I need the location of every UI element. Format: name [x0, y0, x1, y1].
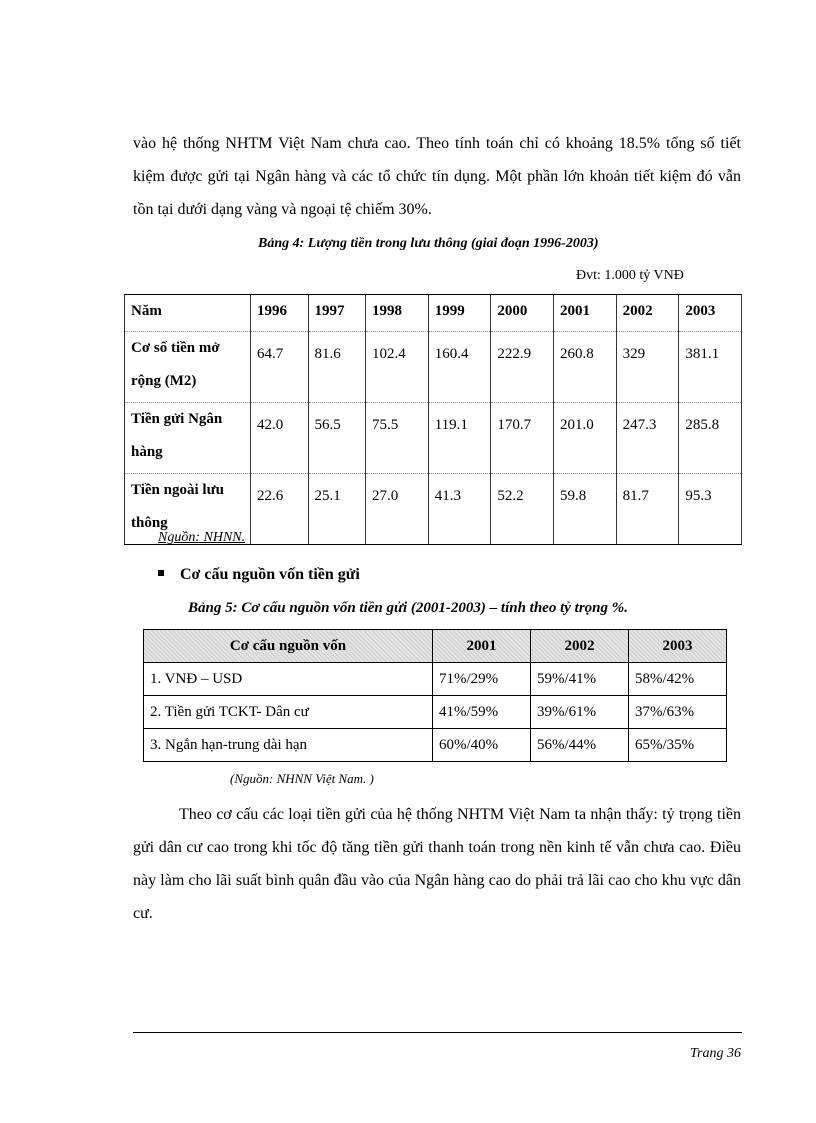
table5-source: (Nguồn: NHNN Việt Nam. ) — [230, 771, 374, 786]
table-header-row — [144, 630, 727, 663]
table-cell: 64.7 — [251, 332, 309, 403]
table-cell: 37%/63% — [629, 696, 727, 729]
header-cell: 2002 — [616, 295, 679, 332]
table-row — [125, 403, 742, 474]
table-cell: 222.9 — [491, 332, 554, 403]
table-cell: 56.5 — [308, 403, 366, 474]
table-cell: 95.3 — [679, 474, 742, 545]
source-text: Nguồn: NHNN — [158, 530, 242, 545]
table-cell: 59.8 — [554, 474, 617, 545]
header-cell: 1998 — [366, 295, 429, 332]
header-cell: 2000 — [491, 295, 554, 332]
table-header-row — [125, 295, 742, 332]
row-label: 1. VNĐ – USD — [144, 663, 433, 696]
table-cell: 42.0 — [251, 403, 309, 474]
deposit-structure-table — [143, 629, 727, 762]
table-cell: 58%/42% — [629, 663, 727, 696]
table-cell: 260.8 — [554, 332, 617, 403]
row-label: 2. Tiền gửi TCKT- Dân cư — [144, 696, 433, 729]
table-cell: 22.6 — [251, 474, 309, 545]
table-cell: 285.8 — [679, 403, 742, 474]
table5-caption: Bảng 5: Cơ cấu nguồn vốn tiền gửi (2001-2003) – tính theo tỷ trọng %. — [188, 600, 629, 616]
table-cell: 170.7 — [491, 403, 554, 474]
header-cell: 1999 — [428, 295, 491, 332]
table-cell: 27.0 — [366, 474, 429, 545]
header-cell: 2002 — [531, 630, 629, 663]
header-cell: Cơ cấu nguồn vốn — [144, 630, 433, 663]
table-cell: 247.3 — [616, 403, 679, 474]
table-row — [144, 729, 727, 762]
table-cell: 41.3 — [428, 474, 491, 545]
table-row — [125, 332, 742, 403]
header-cell: 2003 — [679, 295, 742, 332]
row-label: 3. Ngắn hạn-trung dài hạn — [144, 729, 433, 762]
table-cell: 119.1 — [428, 403, 491, 474]
table-cell: 81.6 — [308, 332, 366, 403]
table-row — [144, 696, 727, 729]
table-cell: 60%/40% — [433, 729, 531, 762]
table-cell: 25.1 — [308, 474, 366, 545]
table-cell: 102.4 — [366, 332, 429, 403]
table4-caption: Bảng 4: Lượng tiền trong lưu thông (giai đoạn 1996-2003) — [258, 236, 599, 251]
square-bullet-icon — [158, 570, 164, 576]
table4-unit: Đvt: 1.000 tỷ VNĐ — [576, 268, 684, 283]
intro-paragraph: vào hệ thống NHTM Việt Nam chưa cao. Theo tính toán chỉ có khoảng 18.5% tổng số tiết kiệm được gửi tại Ngân hàng và các tổ chức tín dụng. Một phần lớn khoản tiết kiệm đó vẫn tồn tại dưới dạng vàng và ngoại tệ chiếm 30%. — [133, 135, 741, 218]
table-cell: 65%/35% — [629, 729, 727, 762]
table-cell: 160.4 — [428, 332, 491, 403]
table-cell: 41%/59% — [433, 696, 531, 729]
table-cell: 81.7 — [616, 474, 679, 545]
table-cell: 75.5 — [366, 403, 429, 474]
section-heading-text: Cơ cấu nguồn vốn tiền gửi — [180, 566, 360, 583]
table4-source: Nguồn: NHNN. — [158, 530, 246, 545]
table-cell: 39%/61% — [531, 696, 629, 729]
row-label: Tiền ngoài lưu thông — [125, 474, 251, 545]
table-cell: 381.1 — [679, 332, 742, 403]
table-cell: 52.2 — [491, 474, 554, 545]
header-cell: 2001 — [554, 295, 617, 332]
table-cell: 201.0 — [554, 403, 617, 474]
table-row — [144, 663, 727, 696]
header-cell: 2001 — [433, 630, 531, 663]
header-cell: 2003 — [629, 630, 727, 663]
section-heading — [158, 566, 360, 584]
table-cell: 56%/44% — [531, 729, 629, 762]
header-cell: 1997 — [308, 295, 366, 332]
money-supply-table — [124, 294, 742, 545]
header-cell: Năm — [125, 295, 251, 332]
header-cell: 1996 — [251, 295, 309, 332]
table-cell: 59%/41% — [531, 663, 629, 696]
footer-divider — [133, 1032, 742, 1033]
row-label: Tiền gửi Ngân hàng — [125, 403, 251, 474]
table-cell: 329 — [616, 332, 679, 403]
closing-paragraph: Theo cơ cấu các loại tiền gửi của hệ thống NHTM Việt Nam ta nhận thấy: tỷ trọng tiền gửi dân cư cao trong khi tốc độ tăng tiền gửi thanh toán trong nền kinh tế vẫn chưa cao. Điều này làm cho lãi suất bình quân đầu vào của Ngân hàng cao do phải trả lãi cao cho khu vực dân cư. — [133, 806, 741, 922]
table-cell: 71%/29% — [433, 663, 531, 696]
row-label: Cơ số tiền mở rộng (M2) — [125, 332, 251, 403]
page-number: Trang 36 — [690, 1046, 741, 1061]
